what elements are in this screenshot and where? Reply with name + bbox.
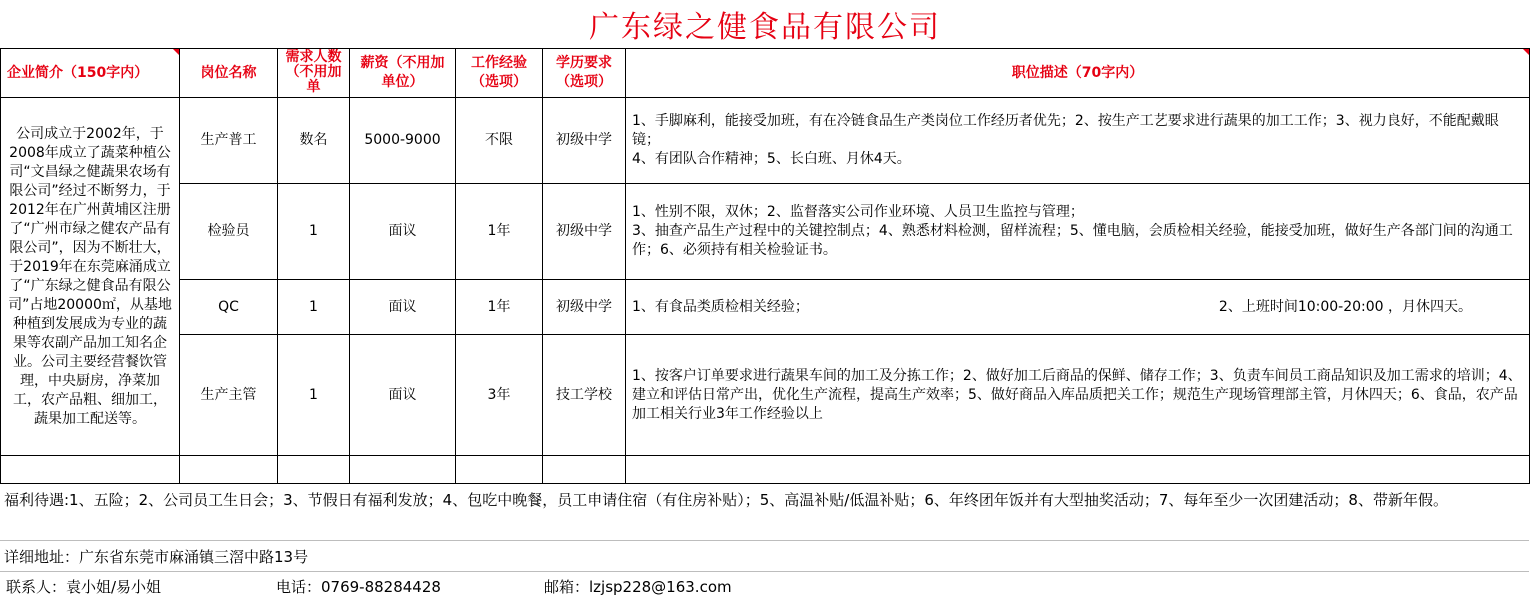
empty-cell <box>278 456 350 484</box>
header-position: 岗位名称 <box>180 49 278 98</box>
contact-email: 邮箱：lzjsp228@163.com <box>544 578 732 596</box>
header-education: 学历要求（选项） <box>543 49 626 98</box>
header-count: 需求人数（不用加单 <box>278 49 350 98</box>
job-position: QC <box>180 280 278 335</box>
divider <box>0 571 1529 572</box>
job-description: 1、按客户订单要求进行蔬果车间的加工及分拣工作；2、做好加工后商品的保鲜、储存工作；3、负责车间员工商品知识及加工需求的培训；4、建立和评估日常产出，优化生产流程，提高生产效率；5、做好商品入库品质把关工作；规范生产现场管理部主管，月休四天；6、食品，农产品加工相关行业3年工作经验以上 <box>626 335 1530 456</box>
job-experience: 3年 <box>456 335 543 456</box>
job-desc-line: 2、上班时间10:00-20:00 ，月休四天。 <box>1218 298 1473 315</box>
job-position: 检验员 <box>180 184 278 280</box>
header-experience: 工作经验（选项） <box>456 49 543 98</box>
job-salary: 面议 <box>350 184 456 280</box>
empty-cell <box>456 456 543 484</box>
job-salary: 5000-9000 <box>350 98 456 184</box>
job-education: 技工学校 <box>543 335 626 456</box>
job-education: 初级中学 <box>543 184 626 280</box>
address-text: 详细地址：广东省东莞市麻涌镇三滘中路13号 <box>4 548 309 566</box>
job-experience: 1年 <box>456 184 543 280</box>
contact-person: 联系人：袁小姐/易小姐 <box>6 578 162 596</box>
job-experience: 不限 <box>456 98 543 184</box>
job-desc-line: 3、抽查产品生产过程中的关键控制点；4、熟悉材料检测，留样流程；5、懂电脑，会质检相关经验，能接受加班，做好生产各部门间的沟通工作；6、必须持有相关检验证书。 <box>632 223 1513 258</box>
job-experience: 1年 <box>456 280 543 335</box>
company-title: 广东绿之健食品有限公司 <box>589 10 941 45</box>
contact-phone: 电话：0769-88284428 <box>276 578 441 596</box>
table-row <box>1 280 1530 335</box>
job-count: 1 <box>278 280 350 335</box>
table-row <box>1 335 1530 456</box>
job-description <box>626 280 1530 335</box>
job-education: 初级中学 <box>543 280 626 335</box>
header-salary: 薪资（不用加单位） <box>350 49 456 98</box>
header-row <box>1 49 1530 98</box>
job-salary: 面议 <box>350 335 456 456</box>
job-count: 1 <box>278 184 350 280</box>
contact-row <box>0 575 1529 599</box>
header-intro: 企业简介（150字内） <box>1 49 180 98</box>
job-position: 生产普工 <box>180 98 278 184</box>
empty-cell <box>1 456 180 484</box>
divider <box>0 540 1529 541</box>
empty-cell <box>543 456 626 484</box>
job-education: 初级中学 <box>543 98 626 184</box>
job-count: 数名 <box>278 98 350 184</box>
company-intro: 公司成立于2002年，于2008年成立了蔬菜种植公司“文昌绿之健蔬果农场有限公司”经过不断努力，于2012年在广州黄埔区注册了“广州市绿之健农产品有限公司”，因为不断壮大，于2019年在东莞麻涌成立了“广东绿之健食品有限公司”占地20000㎡，从基地种植到发展成为专业的蔬果等农副产品加工知名企业。公司主要经营餐饮管理，中央厨房，净菜加工，农产品粗、细加工，蔬果加工配送等。 <box>1 98 180 456</box>
empty-cell <box>350 456 456 484</box>
job-position: 生产主管 <box>180 335 278 456</box>
job-desc-line: 4、有团队合作精神；5、长白班、月休4天。 <box>632 151 911 167</box>
empty-row <box>1 456 1530 484</box>
job-description <box>626 98 1530 184</box>
benefits-text: 福利待遇:1、五险；2、公司员工生日会；3、节假日有福利发放；4、包吃中晚餐，员工申请住宿（有住房补贴）；5、高温补贴/低温补贴；6、年终团年饭并有大型抽奖活动；7、每年至少一次团建活动；8、带新年假。 <box>4 491 1448 509</box>
job-desc-line: 1、性别不限，双休；2、监督落实公司作业环境、人员卫生监控与管理； <box>632 204 1084 220</box>
job-description <box>626 184 1530 280</box>
table-row <box>1 184 1530 280</box>
job-table <box>0 48 1530 484</box>
empty-cell <box>180 456 278 484</box>
table-row <box>1 98 1530 184</box>
header-description: 职位描述（70字内） <box>626 49 1530 98</box>
empty-cell <box>626 456 1530 484</box>
job-count: 1 <box>278 335 350 456</box>
job-desc-line: 1、有食品类质检相关经验； <box>632 298 809 315</box>
job-salary: 面议 <box>350 280 456 335</box>
job-desc-line: 1、手脚麻利，能接受加班，有在冷链食品生产类岗位工作经历者优先；2、按生产工艺要求进行蔬果的加工工作；3、视力良好，不能配戴眼镜； <box>632 113 1499 148</box>
